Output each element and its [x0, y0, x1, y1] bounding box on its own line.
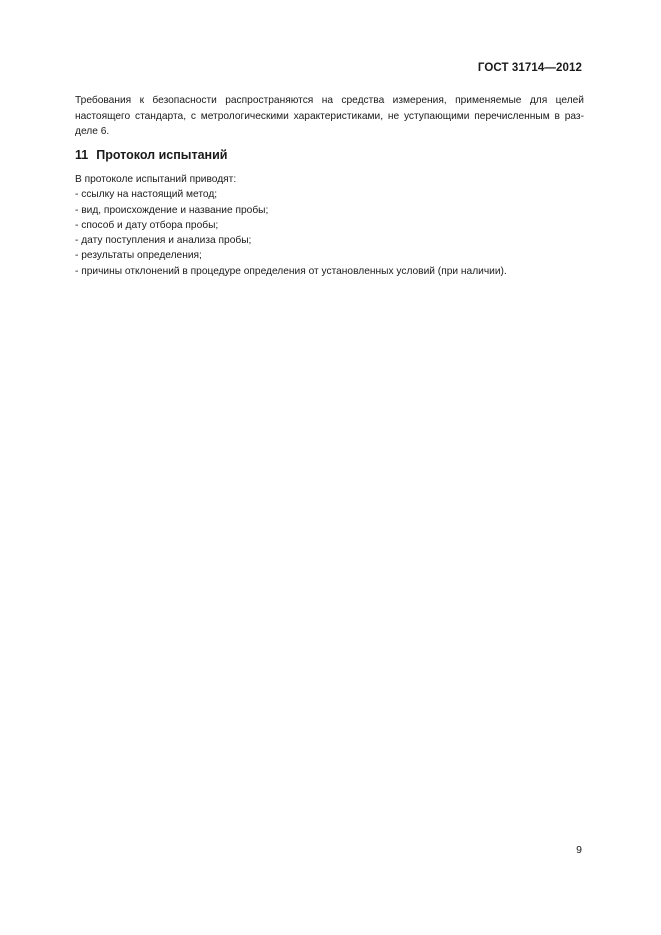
paragraph-line: настоящего стандарта, с метрологическими характеристиками, не уступающими перечисленным в раз- — [75, 110, 584, 122]
page-number: 9 — [576, 844, 582, 856]
section-number: 11 — [75, 148, 89, 162]
safety-paragraph — [75, 93, 584, 140]
list-item: - ссылку на настоящий метод; — [75, 189, 218, 201]
standard-header: ГОСТ 31714—2012 — [477, 62, 582, 74]
protocol-lead: В протоколе испытаний приводят: — [75, 174, 237, 185]
paragraph-line: Требования к безопасности распространяются на средства измерения, применяемые для целей — [75, 95, 584, 106]
list-item: - способ и дату отбора пробы; — [75, 219, 219, 231]
section-title: Протокол испытаний — [96, 148, 228, 162]
list-item: - причины отклонений в процедуре определения от установленных условий (при наличии). — [75, 265, 507, 277]
list-item: - результаты определения; — [75, 250, 202, 262]
protocol-list — [75, 172, 507, 279]
list-item: - вид, происхождение и название пробы; — [75, 204, 269, 216]
section-heading — [75, 148, 227, 162]
paragraph-line: деле 6. — [75, 126, 110, 137]
list-item: - дату поступления и анализа пробы; — [75, 235, 252, 247]
